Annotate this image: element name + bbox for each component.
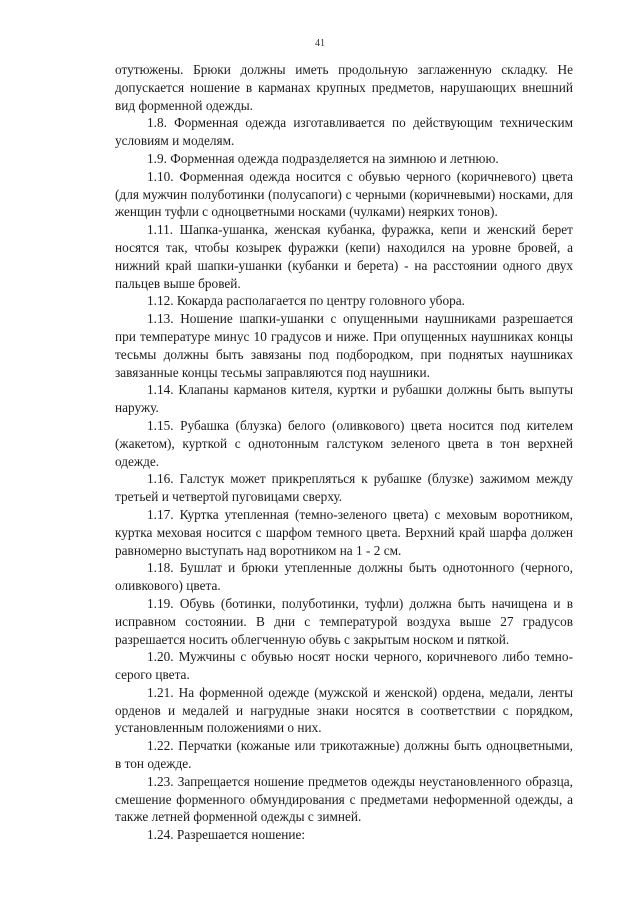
paragraph-1-16: 1.16. Галстук может прикрепляться к рубашке (блузке) зажимом между третьей и четвертой пуговицами сверху.: [115, 471, 573, 505]
paragraph-1-12: 1.12. Кокарда располагается по центру головного убора.: [147, 293, 465, 309]
paragraph-1-20: 1.20. Мужчины с обувью носят носки черного, коричневого либо темно-серого цвета.: [115, 649, 573, 683]
paragraph-1-22: 1.22. Перчатки (кожаные или трикотажные) должны быть одноцветными, в тон одежде.: [115, 738, 573, 772]
page-number: 41: [315, 38, 325, 49]
paragraph-1-15: 1.15. Рубашка (блузка) белого (оливкового) цвета носится под кителем (жакетом), курткой с однотонным галстуком зеленого цвета в тон верхней одежде.: [115, 417, 573, 469]
paragraph-1-19: 1.19. Обувь (ботинки, полуботинки, туфли) должна быть начищена и в исправном состоянии. В дни с температурой воздуха выше 27 градусов разрешается носить облегченную обувь с закрытым носком и пяткой.: [115, 595, 573, 647]
paragraph-1-10: 1.10. Форменная одежда носится с обувью черного (коричневого) цвета (для мужчин полуботинки (полусапоги) с черными (коричневыми) носками, для женщин туфли с одноцветными носками (чулками) неярких тонов).: [115, 168, 573, 220]
paragraph-1-11: 1.11. Шапка-ушанка, женская кубанка, фуражка, кепи и женский берет носятся так, чтобы козырек фуражки (кепи) находился на уровне бровей, а нижний край шапки-ушанки (кубанки и берета) - на расстоянии одного двух пальцев выше бровей.: [115, 222, 573, 291]
paragraph-1-18: 1.18. Бушлат и брюки утепленные должны быть однотонного (черного, оливкового) цвета.: [115, 560, 573, 594]
document-body: [115, 61, 573, 844]
paragraph-1-8: 1.8. Форменная одежда изготавливается по действующим техническим условиям и моделям.: [115, 115, 573, 149]
paragraph-1-17: 1.17. Куртка утепленная (темно-зеленого цвета) с меховым воротником, куртка меховая носится с шарфом темного цвета. Верхний край шарфа должен равномерно выступать над воротником на 1 - 2 см.: [115, 506, 573, 558]
paragraph-1-24: 1.24. Разрешается ношение:: [147, 827, 306, 843]
paragraph-1-23: 1.23. Запрещается ношение предметов одежды неустановленного образца, смешение форменного обмундирования с предметами неформенной одежды, а также летней форменной одежды с зимней.: [115, 773, 573, 825]
paragraph-continuation: отутюжены. Брюки должны иметь продольную заглаженную складку. Не допускается ношение в карманах крупных предметов, нарушающих внешний вид форменной одежды.: [115, 62, 573, 113]
paragraph-1-13: 1.13. Ношение шапки-ушанки с опущенными наушниками разрешается при температуре минус 10 градусов и ниже. При опущенных наушниках концы тесьмы должны быть завязаны под подбородком, при поднятых наушниках завязанные концы тесьмы заправляются под наушники.: [115, 311, 573, 380]
paragraph-1-21: 1.21. На форменной одежде (мужской и женской) ордена, медали, ленты орденов и медалей и нагрудные знаки носятся в соответствии с порядком, установленным положениями о них.: [115, 684, 573, 736]
paragraph-1-9: 1.9. Форменная одежда подразделяется на зимнюю и летнюю.: [147, 150, 499, 166]
paragraph-1-14: 1.14. Клапаны карманов кителя, куртки и рубашки должны быть выпуты наружу.: [115, 382, 573, 416]
